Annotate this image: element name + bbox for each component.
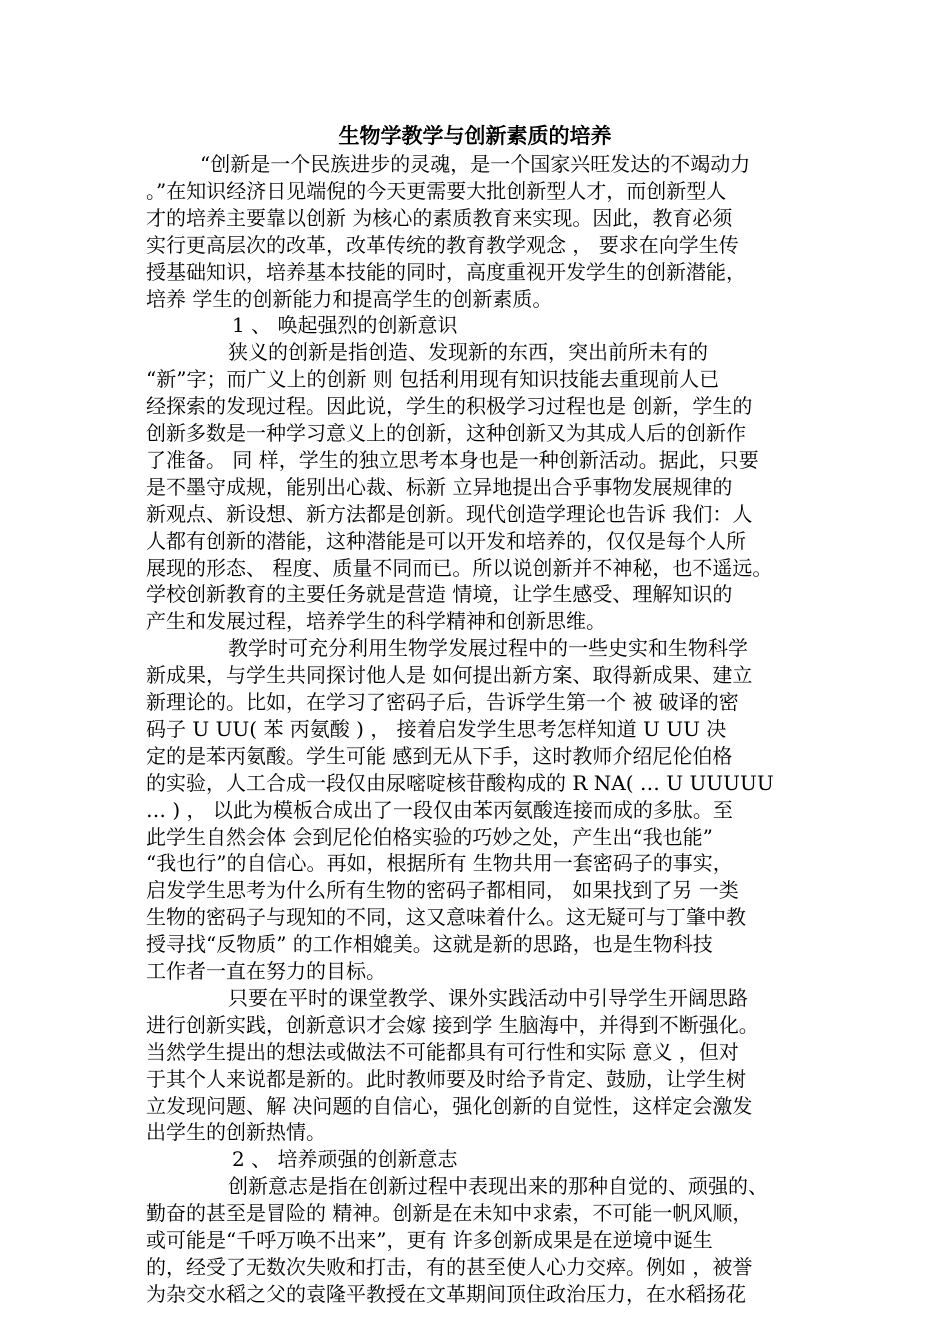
text-line: 展现的形态、 程度、质量不同而已。所以说创新并不神秘，也不遥远。 <box>146 555 773 580</box>
text-line: 新成果，与学生共同探讨他人是 如何提出新方案、取得新成果、建立 <box>146 663 753 688</box>
text-line: 的，经受了无数次失败和打击，有的甚至使人心力交瘁。例如 ，被誉 <box>146 1254 753 1279</box>
text-line: 经探索的发现过程。因此说，学生的积极学习过程也是 创新，学生的 <box>146 394 753 419</box>
text-line: 了准备。 同 样，学生的独立思考本身也是一种创新活动。据此，只要 <box>146 447 759 472</box>
text-line: 培养 学生的创新能力和提高学生的创新素质。 <box>146 286 553 311</box>
text-line: “我也行”的自信心。再如，根据所有 生物共用一套密码子的事实， <box>146 851 733 876</box>
text-line: 生物的密码子与现知的不同，这又意味着什么。这无疑可与丁肇中教 <box>146 905 746 930</box>
text-line: 1 、 唤起强烈的创新意识 <box>232 313 458 338</box>
text-line: 此学生自然会体 会到尼伦伯格实验的巧妙之处，产生出“我也能” <box>146 824 713 849</box>
text-line: 创新多数是一种学习意义上的创新，这种创新又为其成人后的创新作 <box>146 421 746 445</box>
text-line: 工作者一直在努力的目标。 <box>146 959 386 983</box>
text-line: “新”字；而广义上的创新 则 包括利用现有知识技能去重现前人已 <box>146 367 720 392</box>
text-line: 才的培养主要靠以创新 为核心的素质教育来实现。因此，教育必须 <box>146 205 733 230</box>
text-line: 只要在平时的课堂教学、课外实践活动中引导学生开阔思路 <box>228 985 748 1010</box>
text-line: … ) ， 以此为模板合成出了一段仅由苯丙氨酸连接而成的多肽。至 <box>146 797 733 822</box>
text-line: 为杂交水稻之父的袁隆平教授在文革期间顶住政治压力，在水稻扬花 <box>146 1281 746 1306</box>
text-line: 实行更高层次的改革，改革传统的教育教学观念 ， 要求在向学生传 <box>146 232 739 257</box>
text-line: 产生和发展过程，培养学生的科学精神和创新思维。 <box>146 609 606 634</box>
text-line: 创新意志是指在创新过程中表现出来的那种自觉的、顽强的、 <box>228 1174 768 1199</box>
text-line: 进行创新实践，创新意识才会嫁 接到学 生脑海中，并得到不断强化。 <box>146 1012 759 1037</box>
text-line: “创新是一个民族进步的灵魂，是一个国家兴旺发达的不竭动力 <box>200 152 751 176</box>
text-line: 启发学生思考为什么所有生物的密码子都相同， 如果找到了另 一类 <box>146 878 739 903</box>
text-line: 。”在知识经济日见端倪的今天更需要大批创新型人才，而创新型人 <box>146 178 727 203</box>
text-line: 立发现问题、解 决问题的自信心，强化创新的自觉性，这样定会激发 <box>146 1093 753 1118</box>
text-line: 狭义的创新是指创造、发现新的东西，突出前所未有的 <box>228 340 708 365</box>
text-line: 人都有创新的潜能，这种潜能是可以开发和培养的，仅仅是每个人所 <box>146 528 746 553</box>
text-line: 的实验，人工合成一段仅由尿嘧啶核苷酸构成的 R NA( … U UUUUU <box>146 770 774 795</box>
text-line: 是不墨守成规，能别出心裁、标新 立异地提出合乎事物发展规律的 <box>146 474 733 499</box>
text-line: 授基础知识，培养基本技能的同时，高度重视开发学生的创新潜能， <box>146 259 746 284</box>
text-line: 勤奋的甚至是冒险的 精神。创新是在未知中求索，不可能一帆风顺， <box>146 1201 753 1226</box>
text-line: 于其个人来说都是新的。此时教师要及时给予肯定、鼓励，让学生树 <box>146 1066 746 1091</box>
text-line: 授寻找“反物质” 的工作相媲美。这就是新的思路，也是生物科技 <box>146 932 713 957</box>
text-line: 出学生的创新热情。 <box>146 1120 326 1145</box>
text-line: 定的是苯丙氨酸。学生可能 感到无从下手，这时教师介绍尼伦伯格 <box>146 743 733 768</box>
text-line: 新理论的。比如，在学习了密码子后，告诉学生第一个 被 破译的密 <box>146 690 739 714</box>
text-line: 2 、 培养顽强的创新意志 <box>232 1147 458 1172</box>
text-line: 或可能是“千呼万唤不出来”，更有 许多创新成果是在逆境中诞生 <box>146 1228 713 1252</box>
text-line: 新观点、新设想、新方法都是创新。现代创造学理论也告诉 我们：人 <box>146 501 753 526</box>
text-line: 学校创新教育的主要任务就是营造 情境，让学生感受、理解知识的 <box>146 582 733 607</box>
text-line: 码子 U UU( 苯 丙氨酸 ) ， 接着启发学生思考怎样知道 U UU 决 <box>146 716 727 741</box>
text-line: 教学时可充分利用生物学发展过程中的一些史实和生物科学 <box>228 636 748 661</box>
page-title: 生物学教学与创新素质的培养 <box>338 123 612 148</box>
text-line: 当然学生提出的想法或做法不可能都具有可行性和实际 意义 ，但对 <box>146 1039 739 1064</box>
